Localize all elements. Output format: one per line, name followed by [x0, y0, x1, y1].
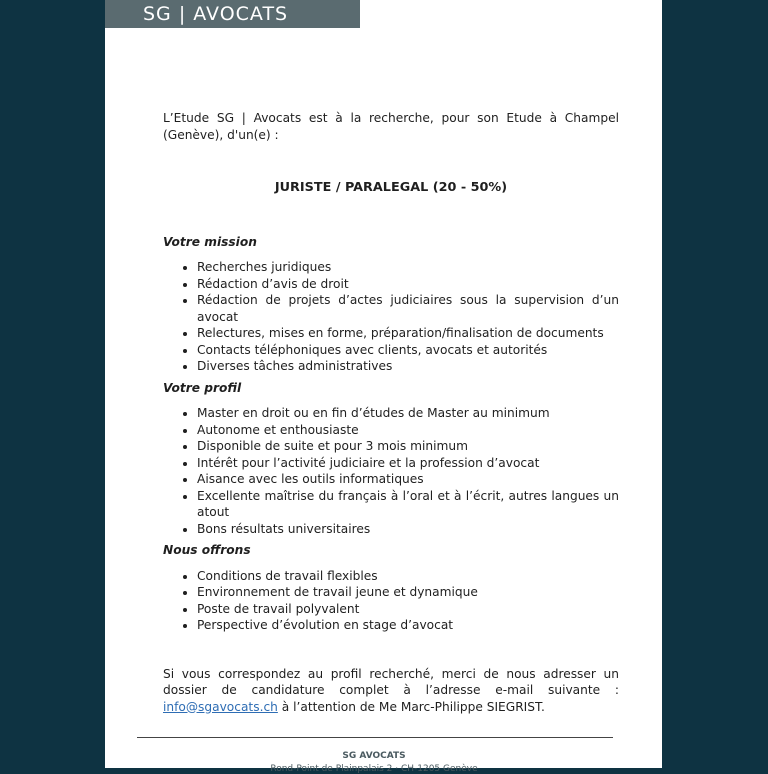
- list-item: • Master en droit ou en fin d’études de Master au minimum: [197, 405, 619, 422]
- mission-list: [163, 259, 619, 375]
- list-item: • Contacts téléphoniques avec clients, avocats et autorités: [197, 342, 619, 359]
- list-item: • Aisance avec les outils informatiques: [197, 471, 619, 488]
- list-item: • Excellente maîtrise du français à l’oral et à l’écrit, autres langues un atout: [197, 488, 619, 521]
- list-item: • Disponible de suite et pour 3 mois minimum: [197, 438, 619, 455]
- job-title: JURISTE / PARALEGAL (20 - 50%): [274, 180, 508, 195]
- section-title-offer: Nous offrons: [163, 543, 251, 557]
- list-item: • Relectures, mises en forme, préparation/finalisation de documents: [197, 325, 619, 342]
- section-title-mission: Votre mission: [163, 234, 257, 249]
- section-title-profile: Votre profil: [163, 380, 242, 395]
- firm-logo: SG | AVOCATS: [105, 0, 360, 28]
- list-item: • Autonome et enthousiaste: [197, 422, 619, 439]
- offer-list: [163, 568, 619, 634]
- email-link[interactable]: info@sgavocats.ch: [163, 699, 278, 714]
- list-item: • Recherches juridiques: [197, 259, 619, 276]
- list-item: • Rédaction de projets d’actes judiciaires sous la supervision d’un avocat: [197, 292, 619, 325]
- list-item: • Bons résultats universitaires: [197, 521, 619, 538]
- document-page: [105, 0, 662, 774]
- closing-text-after: à l’attention de Me Marc-Philippe SIEGRIST.: [277, 699, 545, 714]
- list-item: • Poste de travail polyvalent: [197, 601, 619, 618]
- profile-list: [163, 405, 619, 537]
- closing-text-before: Si vous correspondez au profil recherché, merci de nous adresser un dossier de candidature complet à l’adresse e-mail suivante :: [163, 666, 619, 697]
- list-item: • Environnement de travail jeune et dynamique: [197, 584, 619, 601]
- list-item: • Diverses tâches administratives: [197, 358, 619, 375]
- intro-paragraph: L’Etude SG | Avocats est à la recherche, pour son Etude à Champel (Genève), d'un(e) :: [163, 111, 619, 142]
- footer-firm-name: SG AVOCATS: [342, 751, 406, 761]
- list-item: • Intérêt pour l’activité judiciaire et la profession d’avocat: [197, 455, 619, 472]
- document-body: [163, 110, 619, 715]
- footer-divider: [137, 737, 613, 738]
- list-item: • Perspective d’évolution en stage d’avocat: [197, 617, 619, 634]
- closing-paragraph: [163, 666, 619, 716]
- list-item: • Conditions de travail flexibles: [197, 568, 619, 585]
- list-item: • Rédaction d’avis de droit: [197, 276, 619, 293]
- footer-address: Rond-Point de Plainpalais 2 · CH-1205 Genève: [270, 764, 478, 774]
